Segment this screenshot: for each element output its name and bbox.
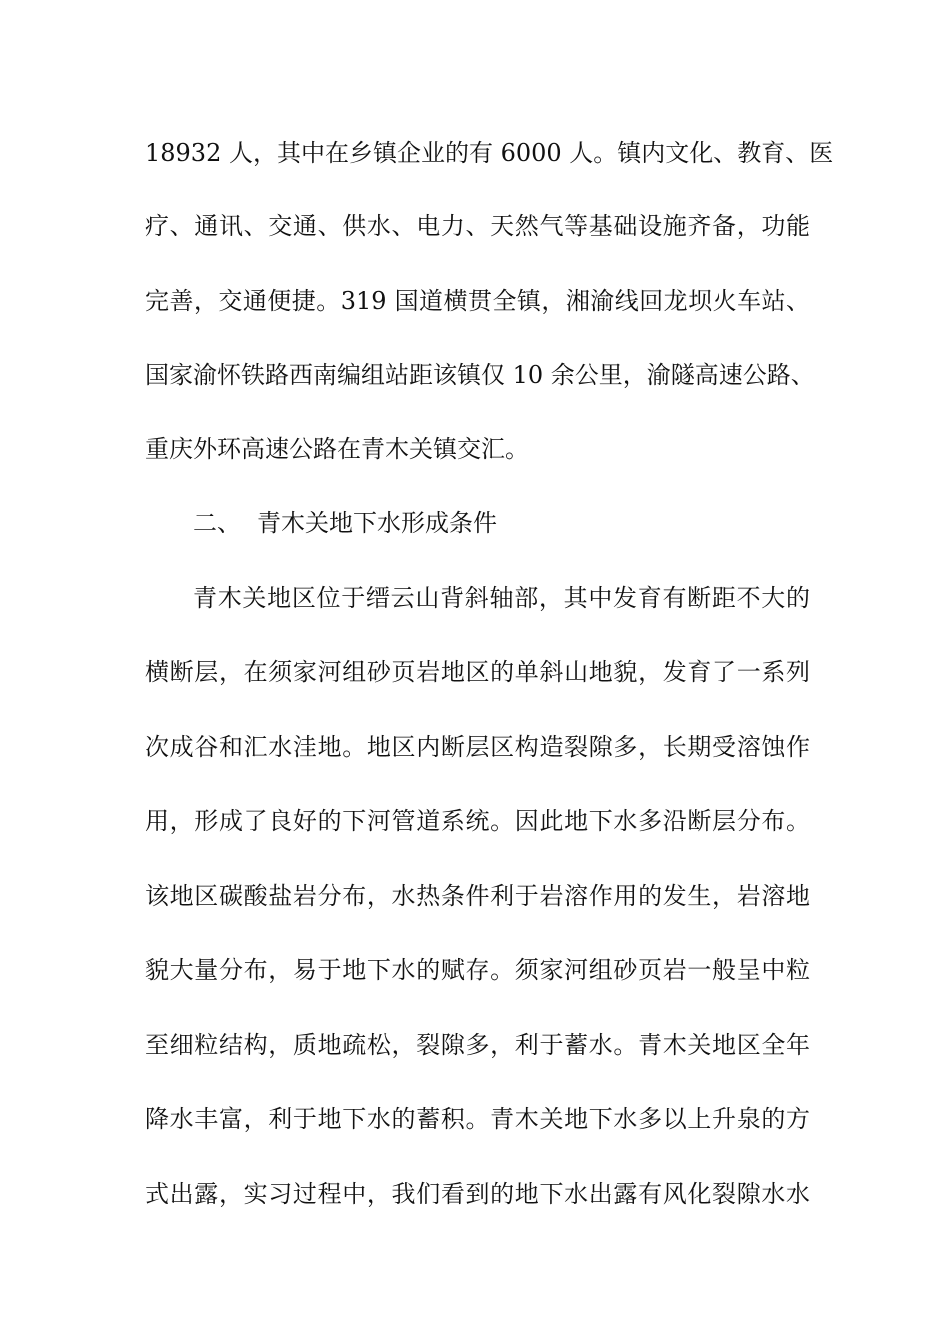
paragraph-1-line-5: 重庆外环高速公路在青木关镇交汇。 [145,435,529,463]
paragraph-2-line-1: 青木关地区位于缙云山背斜轴部，其中发育有断距不大的 [193,584,810,612]
section-heading-number: 二、 [193,509,241,537]
paragraph-2-line-3: 次成谷和汇水洼地。地区内断层区构造裂隙多，长期受溶蚀作 [145,733,810,761]
paragraph-1-line-3: 完善，交通便捷。319 国道横贯全镇，湘渝线回龙坝火车站、 [145,287,810,315]
paragraph-2-line-2: 横断层，在须家河组砂页岩地区的单斜山地貌，发育了一系列 [145,658,810,686]
paragraph-2-line-7: 至细粒结构，质地疏松，裂隙多，利于蓄水。青木关地区全年 [145,1031,810,1059]
paragraph-2-line-4: 用，形成了良好的下河管道系统。因此地下水多沿断层分布。 [145,807,810,835]
paragraph-1-line-2: 疗、通讯、交通、供水、电力、天然气等基础设施齐备，功能 [145,212,810,240]
section-heading [193,503,497,543]
paragraph-2-line-8: 降水丰富，利于地下水的蓄积。青木关地下水多以上升泉的方 [145,1105,810,1133]
paragraph-2-line-5: 该地区碳酸盐岩分布，水热条件利于岩溶作用的发生，岩溶地 [145,882,810,910]
paragraph-1-line-1: 18932 人，其中在乡镇企业的有 6000 人。镇内文化、教育、医 [145,139,834,167]
section-heading-title: 青木关地下水形成条件 [257,509,497,537]
paragraph-1-line-4: 国家渝怀铁路西南编组站距该镇仅 10 余公里，渝隧高速公路、 [145,361,815,389]
paragraph-2-line-9: 式出露，实习过程中，我们看到的地下水出露有风化裂隙水水 [145,1180,810,1208]
paragraph-2-line-6: 貌大量分布，易于地下水的赋存。须家河组砂页岩一般呈中粒 [145,956,810,984]
